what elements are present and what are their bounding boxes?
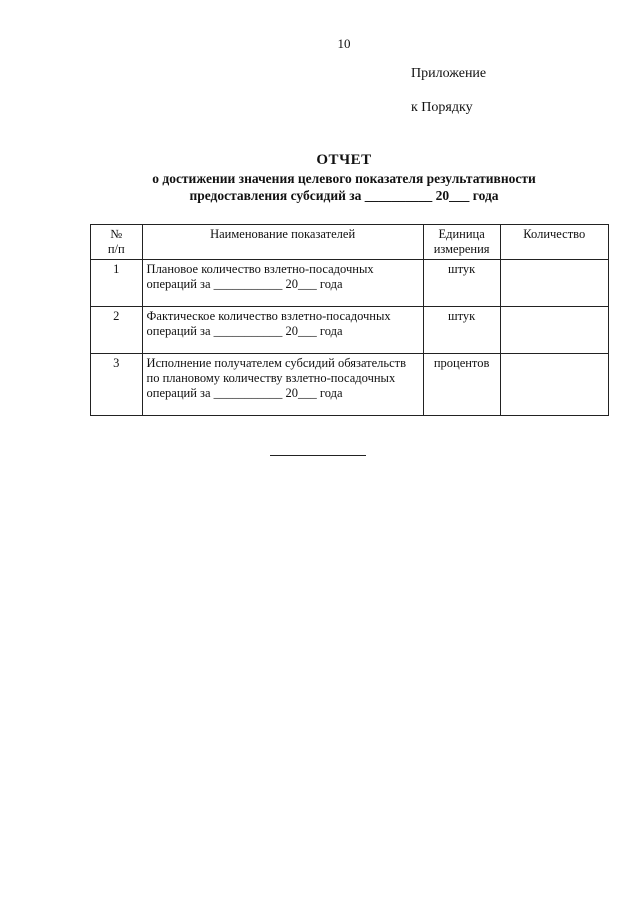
row-quantity[interactable] [500,354,608,416]
row-number: 2 [91,307,143,354]
header-num-line2: п/п [107,242,125,256]
header-num [91,225,143,260]
table-header-row [91,225,609,260]
header-quantity: Количество [500,225,608,260]
header-name: Наименование показателей [142,225,423,260]
report-subtitle-line1: о достижении значения целевого показателя результативности [152,171,536,186]
table-row [91,354,609,416]
row-name-line2: по плановому количеству взлетно-посадочных [146,371,396,385]
header-unit-line2: измерения [433,242,490,256]
report-title: ОТЧЕТ [316,152,372,168]
footer-divider [270,455,366,456]
table-row [91,307,609,354]
row-name [142,307,423,354]
row-quantity[interactable] [500,260,608,307]
row-name [142,260,423,307]
header-unit [423,225,500,260]
row-number: 3 [91,354,143,416]
row-unit: штук [423,307,500,354]
row-unit: штук [423,260,500,307]
row-name-line2: операций за ___________ 20___ года [146,277,343,291]
report-subtitle [100,170,588,204]
appendix-title: Приложение [411,66,487,81]
page-number: 10 [337,36,351,51]
report-subtitle-line2: предоставления субсидий за __________ 20___ года [189,188,499,203]
row-name-line1: Плановое количество взлетно-посадочных [146,262,374,276]
row-name-line3: операций за ___________ 20___ года [146,386,343,400]
appendix-reference: к Порядку [411,100,473,115]
row-name [142,354,423,416]
header-num-line1: № [110,227,123,241]
table-row [91,260,609,307]
row-name-line1: Исполнение получателем субсидий обязательств [146,356,407,370]
report-table [90,224,609,416]
header-unit-line1: Единица [438,227,485,241]
row-quantity[interactable] [500,307,608,354]
row-name-line2: операций за ___________ 20___ года [146,324,343,338]
row-name-line1: Фактическое количество взлетно-посадочных [146,309,391,323]
row-number: 1 [91,260,143,307]
row-unit: процентов [423,354,500,416]
